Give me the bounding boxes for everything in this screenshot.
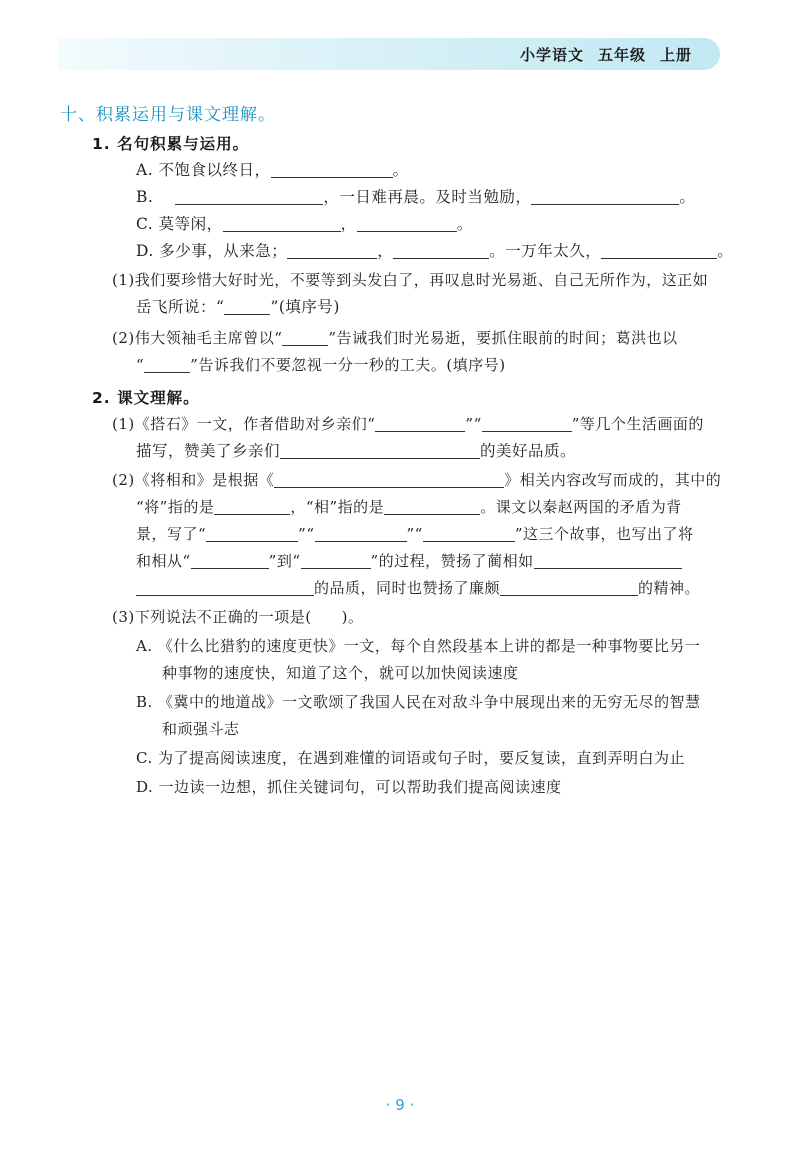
q2-option-c: C. 为了提高阅读速度，在遇到难懂的词语或句子时，要反复读，直到弄明白为止 <box>136 749 685 767</box>
q2-option-a-line2: 种事物的速度快，知道了这个，就可以加快阅读速度 <box>162 664 519 682</box>
q2-option-d: D. 一边读一边想，抓住关键词句，可以帮助我们提高阅读速度 <box>136 778 562 796</box>
blank[interactable] <box>223 215 341 232</box>
q2-option-b-line2: 和顽强斗志 <box>162 720 240 738</box>
blank[interactable] <box>271 161 393 178</box>
q1-title: 1. 名句积累与运用。 <box>92 135 250 153</box>
blank[interactable] <box>136 579 314 596</box>
q2-p2-line2: “将”指的是 ，“相”指的是 。课文以秦赵两国的矛盾为背 <box>136 498 682 516</box>
blank[interactable] <box>175 188 323 205</box>
q2-p2-line5: 的品质，同时也赞扬了廉颇 的精神。 <box>136 578 700 598</box>
q1-item-b: B. ，一日难再晨。及时当勉励， 。 <box>136 188 696 206</box>
blank[interactable] <box>601 242 717 259</box>
header-volume: 上册 <box>659 46 692 64</box>
q2-p3-stem: (3)下列说法不正确的一项是( )。 <box>112 608 364 626</box>
header-subject: 小学语文 <box>519 46 584 64</box>
blank[interactable] <box>384 498 480 515</box>
q1-item-a: A. 不饱食以终日， 。 <box>136 161 409 179</box>
q2-p1-line1: (1)《搭石》一文，作者借助对乡亲们“ ”“ ”等几个生活画面的 <box>112 415 704 433</box>
blank[interactable] <box>393 242 489 259</box>
blank[interactable] <box>482 415 572 432</box>
blank[interactable] <box>282 329 328 346</box>
blank[interactable] <box>287 242 377 259</box>
q1-sub1-line2: 岳飞所说：“ ”(填序号) <box>136 298 340 316</box>
blank[interactable] <box>274 471 504 488</box>
header-band <box>58 38 720 70</box>
q2-title: 2. 课文理解。 <box>92 389 200 407</box>
blank[interactable] <box>280 442 480 459</box>
blank[interactable] <box>315 525 407 542</box>
q1-sub2-line2: “ ”告诉我们不要忽视一分一秒的工夫。(填序号) <box>136 356 506 374</box>
blank[interactable] <box>144 356 190 373</box>
blank[interactable] <box>357 215 457 232</box>
blank[interactable] <box>534 552 682 569</box>
blank[interactable] <box>500 579 638 596</box>
q2-option-b-line1: B. 《冀中的地道战》一文歌颂了我国人民在对敌斗争中展现出来的无穷无尽的智慧 <box>136 693 701 711</box>
q1-sub1-line1: (1)我们要珍惜大好时光，不要等到头发白了，再叹息时光易逝、自己无所作为，这正如 <box>112 271 709 289</box>
q2-p2-line1: (2)《将相和》是根据《 》相关内容改写而成的，其中的 <box>112 471 722 489</box>
q2-p2-line4: 和相从“ ”到“ ”的过程，赞扬了蔺相如 <box>136 551 682 571</box>
q1-item-d: D. 多少事，从来急； ， 。一万年太久， 。 <box>136 242 734 260</box>
header-grade: 五年级 <box>597 46 646 64</box>
q2-p1-line2: 描写，赞美了乡亲们 的美好品质。 <box>136 442 577 460</box>
blank[interactable] <box>301 552 371 569</box>
q2-p2-line3: 景，写了“ ”“ ”“ ”这三个故事，也写出了将 <box>136 525 694 543</box>
blank[interactable] <box>423 525 515 542</box>
header-text <box>506 44 692 65</box>
blank[interactable] <box>224 298 270 315</box>
q2-option-a-line1: A. 《什么比猎豹的速度更快》一文，每个自然段基本上讲的都是一种事物要比另一 <box>136 637 701 655</box>
blank[interactable] <box>206 525 298 542</box>
section-title: 十、积累运用与课文理解。 <box>60 105 276 125</box>
blank[interactable] <box>375 415 465 432</box>
blank[interactable] <box>191 552 269 569</box>
blank[interactable] <box>214 498 290 515</box>
q1-item-c: C. 莫等闲， ， 。 <box>136 215 473 233</box>
page-number: · 9 · <box>385 1096 415 1114</box>
blank[interactable] <box>531 188 679 205</box>
q1-sub2-line1: (2)伟大领袖毛主席曾以“ ”告诫我们时光易逝，要抓住眼前的时间；葛洪也以 <box>112 329 678 347</box>
